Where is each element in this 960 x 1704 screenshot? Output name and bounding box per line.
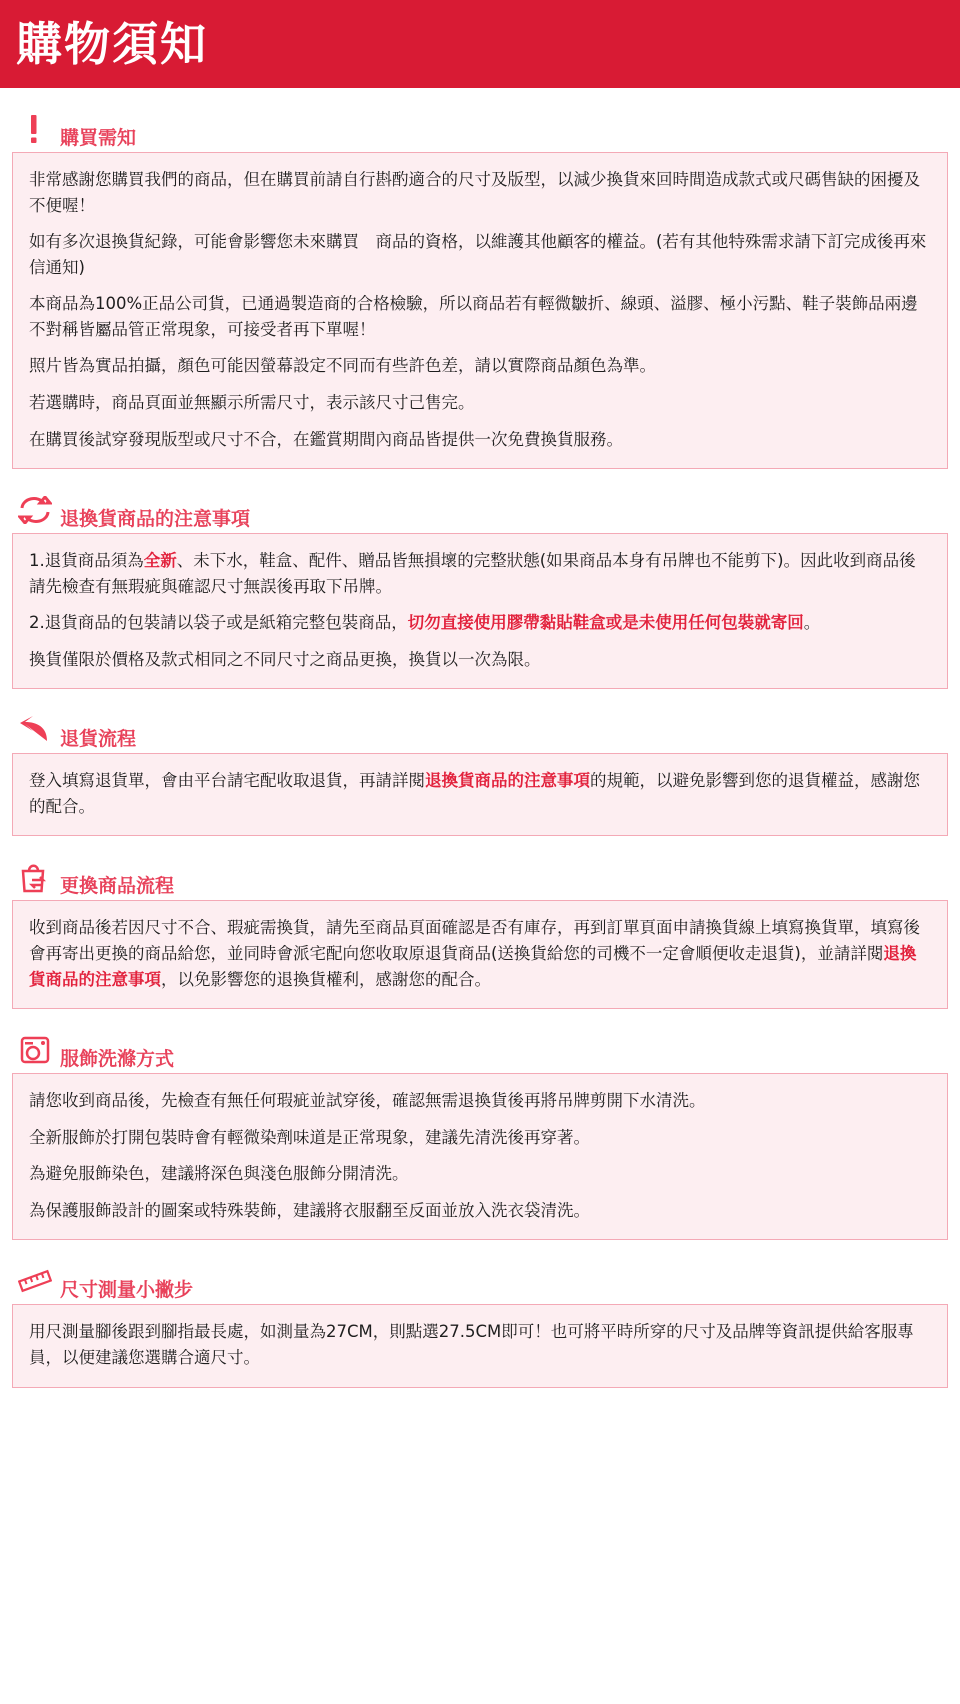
paragraph: 在購買後試穿發現版型或尺寸不合，在鑑賞期間內商品皆提供一次免費換貨服務。 (29, 429, 623, 449)
section-return-exchange-notes (0, 487, 960, 689)
shopping-bag-exchange-icon (18, 860, 52, 894)
highlight-no-tape: 切勿直接使用膠帶黏貼鞋盒或是未使用任何包裝就寄回 (407, 613, 804, 633)
section-title: 退換貨商品的注意事項 (60, 508, 251, 531)
exclamation-icon (18, 112, 52, 146)
section-body (12, 900, 948, 1009)
section-header (12, 1258, 948, 1302)
ruler-icon (18, 1264, 52, 1298)
paragraph: 本商品為100%正品公司貨，已通過製造商的合格檢驗，所以商品若有輕微皺折、線頭、溢膠、極小污點、鞋子裝飾品兩邊不對稱皆屬品管正常現象，可接受者再下單喔！ (29, 294, 918, 339)
paragraph: 非常感謝您購買我們的商品，但在購買前請自行斟酌適合的尺寸及版型，以減少換貨來回時間造成款式或尺碼售缺的困擾及不便喔！ (29, 170, 920, 215)
section-header (12, 487, 948, 531)
section-body (12, 1304, 948, 1387)
section-exchange-process (0, 854, 960, 1009)
return-arrow-icon (18, 713, 52, 747)
page-banner (0, 0, 960, 88)
section-measure-tips (0, 1258, 960, 1387)
highlight-brand-new: 全新 (143, 551, 177, 571)
section-title: 退貨流程 (60, 728, 137, 751)
paragraph: 全新服飾於打開包裝時會有輕微染劑味道是正常現象，建議先清洗後再穿著。 (29, 1127, 590, 1147)
washing-machine-icon (18, 1033, 52, 1067)
section-header (12, 106, 948, 149)
section-title: 更換商品流程 (60, 875, 175, 898)
section-title: 購買需知 (60, 127, 137, 149)
section-title: 服飾洗滌方式 (60, 1048, 175, 1071)
section-title: 尺寸測量小撇步 (60, 1279, 194, 1302)
section-return-process (0, 707, 960, 836)
paragraph: 若選購時，商品頁面並無顯示所需尺寸，表示該尺寸己售完。 (29, 392, 475, 412)
paragraph: 2.退貨商品的包裝請以袋子或是紙箱完整包裝商品，切勿直接使用膠帶黏貼鞋盒或是未使用任何包裝就寄回。 (29, 613, 821, 633)
paragraph: 為避免服飾染色，建議將深色與淺色服飾分開清洗。 (29, 1164, 409, 1184)
paragraph: 請您收到商品後，先檢查有無任何瑕疵並試穿後，確認無需退換貨後再將吊牌剪開下水清洗。 (29, 1091, 706, 1111)
paragraph: 換貨僅限於價格及款式相同之不同尺寸之商品更換，換貨以一次為限。 (29, 649, 541, 669)
page-title: 購物須知 (16, 17, 208, 71)
section-body (12, 533, 948, 689)
section-body (12, 1073, 948, 1240)
paragraph: 為保護服飾設計的圖案或特殊裝飾，建議將衣服翻至反面並放入洗衣袋清洗。 (29, 1200, 590, 1220)
exchange-arrows-icon (18, 493, 52, 527)
section-header (12, 854, 948, 898)
section-header (12, 1027, 948, 1071)
section-washing-guide (0, 1027, 960, 1240)
paragraph: 照片皆為實品拍攝，顏色可能因螢幕設定不同而有些許色差，請以實際商品顏色為準。 (29, 356, 656, 376)
paragraph: 用尺測量腳後跟到腳指最長處，如測量為27CM，則點選27.5CM即可！也可將平時所穿的尺寸及品牌等資訊提供給客服專員，以便建議您選購合適尺寸。 (29, 1322, 914, 1367)
section-header (12, 707, 948, 751)
section-body (12, 753, 948, 836)
paragraph: 收到商品後若因尺寸不合、瑕疵需換貨，請先至商品頁面確認是否有庫存，再到訂單頁面申請換貨線上填寫換貨單，填寫後會再寄出更換的商品給您，並同時會派宅配向您收取原退貨商品(送換貨給您的司機不一定會順便收走退貨)，並請詳閱退換貨商品的注意事項，以免影響您的退換貨權利，感謝您的配合。 (29, 918, 920, 989)
notice-reference-link[interactable]: 退換貨商品的注意事項 (425, 771, 590, 791)
paragraph: 如有多次退換貨紀錄，可能會影響您未來購買 商品的資格，以維護其他顧客的權益。(若有其他特殊需求請下訂完成後再來信通知) (29, 232, 927, 277)
section-body (12, 152, 948, 469)
notice-reference-link[interactable]: 退換貨商品的注意事項 (29, 944, 917, 989)
paragraph: 登入填寫退貨單，會由平台請宅配收取退貨，再請詳閱退換貨商品的注意事項的規範，以避免影響到您的退貨權益，感謝您的配合。 (29, 771, 920, 816)
paragraph: 1.退貨商品須為全新、未下水，鞋盒、配件、贈品皆無損壞的完整狀態(如果商品本身有吊牌也不能剪下)。因此收到商品後請先檢查有無瑕疵與確認尺寸無誤後再取下吊牌。 (29, 551, 916, 596)
section-purchase-notice (0, 106, 960, 469)
